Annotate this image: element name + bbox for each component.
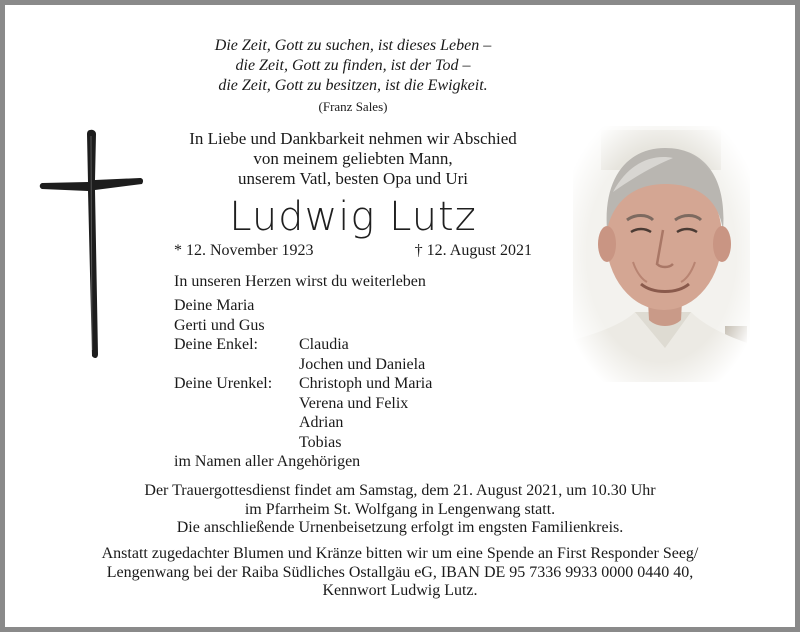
deceased-name: Ludwig Lutz	[229, 194, 477, 240]
family-row	[174, 374, 432, 394]
family-label	[174, 394, 299, 414]
birth-date: * 12. November 1923	[174, 242, 314, 259]
family-names: Claudia	[299, 336, 349, 353]
family-row	[174, 394, 432, 414]
quote-line: die Zeit, Gott zu finden, ist der Tod –	[235, 57, 471, 74]
family-row	[174, 433, 432, 453]
farewell-intro	[150, 129, 556, 189]
family-row	[174, 296, 432, 316]
service-line: Der Trauergottesdienst findet am Samstag, dem 21. August 2021, um 10.30 Uhr	[144, 482, 656, 499]
portrait-photo	[573, 126, 750, 382]
death-date: † 12. August 2021	[414, 242, 532, 259]
quote-author: (Franz Sales)	[318, 99, 388, 114]
family-label	[174, 433, 299, 453]
service-line: Die anschließende Urnenbeisetzung erfolgt im engsten Familienkreis.	[176, 519, 624, 536]
quote-line: die Zeit, Gott zu besitzen, ist die Ewigkeit.	[218, 77, 488, 94]
family-label: Deine Maria	[174, 297, 255, 314]
family-label: Deine Enkel:	[174, 336, 258, 353]
family-row	[174, 413, 432, 433]
family-row	[174, 316, 432, 336]
intro-line: von meinem geliebten Mann,	[253, 149, 453, 168]
family-label	[174, 355, 299, 375]
family-names: Adrian	[299, 414, 344, 431]
family-list	[174, 296, 432, 472]
opening-quote	[150, 36, 556, 117]
family-names: Jochen und Daniela	[299, 355, 426, 373]
donation-line: Lengenwang bei der Raiba Südliches Ostallgäu eG, IBAN DE 95 7336 9933 0000 0440 40,	[106, 563, 694, 581]
cross-icon	[38, 128, 146, 360]
service-info	[60, 482, 740, 538]
family-row	[174, 335, 432, 355]
intro-line: In Liebe und Dankbarkeit nehmen wir Abschied	[189, 129, 517, 148]
portrait-illustration	[573, 126, 750, 382]
motto: In unseren Herzen wirst du weiterleben	[174, 273, 426, 290]
service-line: im Pfarrheim St. Wolfgang in Lengenwang statt.	[244, 500, 556, 518]
family-label: im Namen aller Angehörigen	[174, 453, 361, 470]
donation-line: Kennwort Ludwig Lutz.	[322, 582, 478, 599]
donation-info	[40, 545, 760, 601]
intro-line: unserem Vatl, besten Opa und Uri	[237, 169, 469, 188]
family-row	[174, 355, 432, 375]
family-names: Christoph und Maria	[299, 375, 433, 392]
family-names: Verena und Felix	[299, 394, 409, 412]
family-label: Deine Urenkel:	[174, 375, 273, 392]
family-names: Tobias	[299, 433, 342, 451]
family-label	[174, 413, 299, 433]
family-row	[174, 452, 432, 472]
family-label: Gerti und Gus	[174, 316, 265, 334]
quote-line: Die Zeit, Gott zu suchen, ist dieses Leben –	[214, 37, 492, 54]
donation-line: Anstatt zugedachter Blumen und Kränze bitten wir um eine Spende an First Responder Seeg/	[101, 545, 699, 562]
